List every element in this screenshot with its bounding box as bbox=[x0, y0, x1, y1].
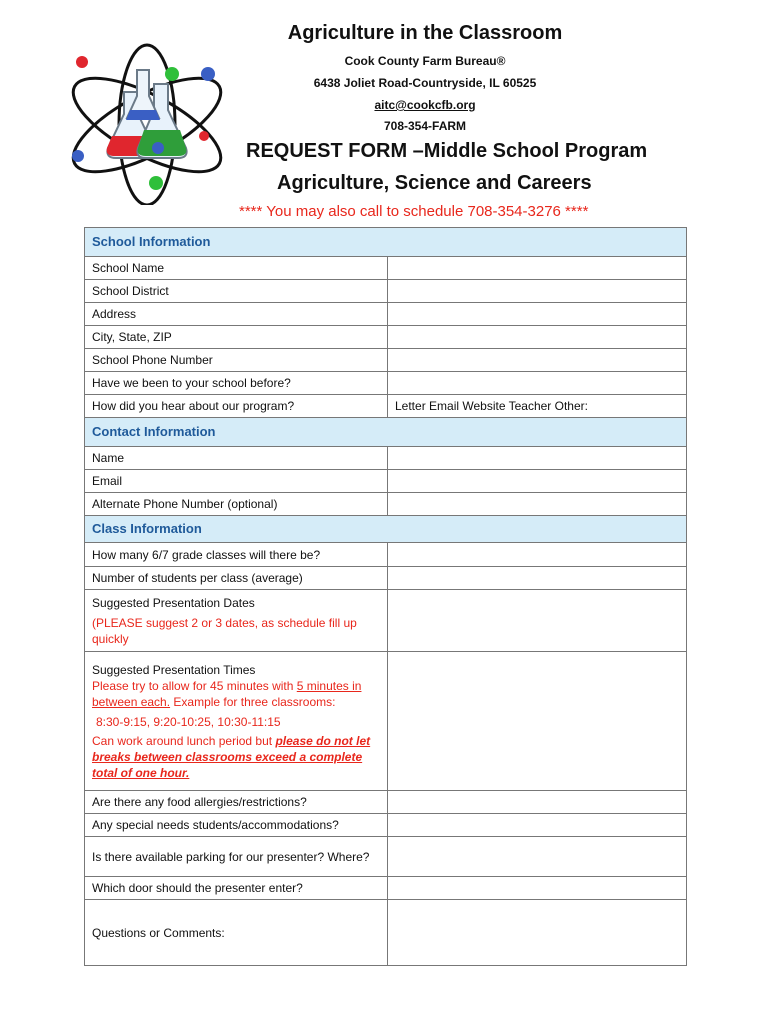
field-label: School Name bbox=[85, 257, 388, 280]
org-name: Cook County Farm Bureau® bbox=[344, 54, 506, 68]
times-slots: 8:30-9:15, 9:20-10:25, 10:30-11:15 bbox=[96, 714, 281, 729]
field-label: Suggested Presentation Times bbox=[92, 662, 256, 677]
field-label: Suggested Presentation Dates bbox=[92, 595, 255, 610]
field-label: City, State, ZIP bbox=[85, 326, 388, 349]
section-heading: Class Information bbox=[85, 516, 687, 543]
section-heading: Contact Information bbox=[85, 418, 687, 447]
class-count-input[interactable] bbox=[388, 543, 687, 567]
parking-input[interactable] bbox=[388, 837, 687, 877]
school-district-input[interactable] bbox=[388, 280, 687, 303]
org-address: 6438 Joliet Road-Countryside, IL 60525 bbox=[313, 76, 537, 90]
section-class bbox=[85, 516, 687, 543]
alt-phone-input[interactable] bbox=[388, 493, 687, 516]
field-label: School Phone Number bbox=[85, 349, 388, 372]
field-label: Are there any food allergies/restrictions? bbox=[85, 791, 388, 814]
questions-input[interactable] bbox=[388, 900, 687, 966]
times-note: Please try to allow for 45 minutes with 5 minutes in between each. Example for three classrooms: bbox=[92, 678, 362, 709]
field-label: Questions or Comments: bbox=[85, 900, 388, 966]
field-label: Number of students per class (average) bbox=[85, 567, 388, 590]
door-input[interactable] bbox=[388, 877, 687, 900]
dates-input[interactable] bbox=[388, 590, 687, 652]
times-label-cell bbox=[85, 652, 388, 791]
field-label: Any special needs students/accommodations? bbox=[85, 814, 388, 837]
contact-name-input[interactable] bbox=[388, 447, 687, 470]
hear-options[interactable]: Letter Email Website Teacher Other: bbox=[388, 395, 687, 418]
dates-note: (PLEASE suggest 2 or 3 dates, as schedule fill up quickly bbox=[92, 615, 357, 646]
field-label: Alternate Phone Number (optional) bbox=[85, 493, 388, 516]
program-title: Agriculture in the Classroom bbox=[287, 22, 563, 44]
field-label: Email bbox=[85, 470, 388, 493]
contact-email-input[interactable] bbox=[388, 470, 687, 493]
field-label: School District bbox=[85, 280, 388, 303]
call-note: **** You may also call to schedule 708-354-3276 **** bbox=[239, 203, 589, 220]
section-school bbox=[85, 228, 687, 257]
been-before-input[interactable] bbox=[388, 372, 687, 395]
org-email-link[interactable]: aitc@cookcfb.org bbox=[374, 98, 476, 112]
field-label: Have we been to your school before? bbox=[85, 372, 388, 395]
atom-flask-logo bbox=[62, 40, 232, 205]
field-label: Address bbox=[85, 303, 388, 326]
times-input[interactable] bbox=[388, 652, 687, 791]
address-input[interactable] bbox=[388, 303, 687, 326]
school-phone-input[interactable] bbox=[388, 349, 687, 372]
school-name-input[interactable] bbox=[388, 257, 687, 280]
special-needs-input[interactable] bbox=[388, 814, 687, 837]
section-heading: School Information bbox=[85, 228, 687, 257]
request-form-table bbox=[84, 227, 687, 966]
dates-label-cell bbox=[85, 590, 388, 652]
form-title: REQUEST FORM –Middle School Program bbox=[246, 140, 648, 162]
field-label: Is there available parking for our presenter? Where? bbox=[85, 837, 388, 877]
form-subtitle: Agriculture, Science and Careers bbox=[277, 172, 592, 194]
field-label: How many 6/7 grade classes will there be? bbox=[85, 543, 388, 567]
field-label: Name bbox=[85, 447, 388, 470]
lunch-note: Can work around lunch period but please do not let breaks between classrooms exceed a complete total of one hour. bbox=[92, 733, 371, 780]
students-input[interactable] bbox=[388, 567, 687, 590]
city-state-zip-input[interactable] bbox=[388, 326, 687, 349]
field-label: Which door should the presenter enter? bbox=[85, 877, 388, 900]
section-contact bbox=[85, 418, 687, 447]
allergies-input[interactable] bbox=[388, 791, 687, 814]
field-label: How did you hear about our program? bbox=[85, 395, 388, 418]
org-phone: 708-354-FARM bbox=[383, 119, 467, 133]
